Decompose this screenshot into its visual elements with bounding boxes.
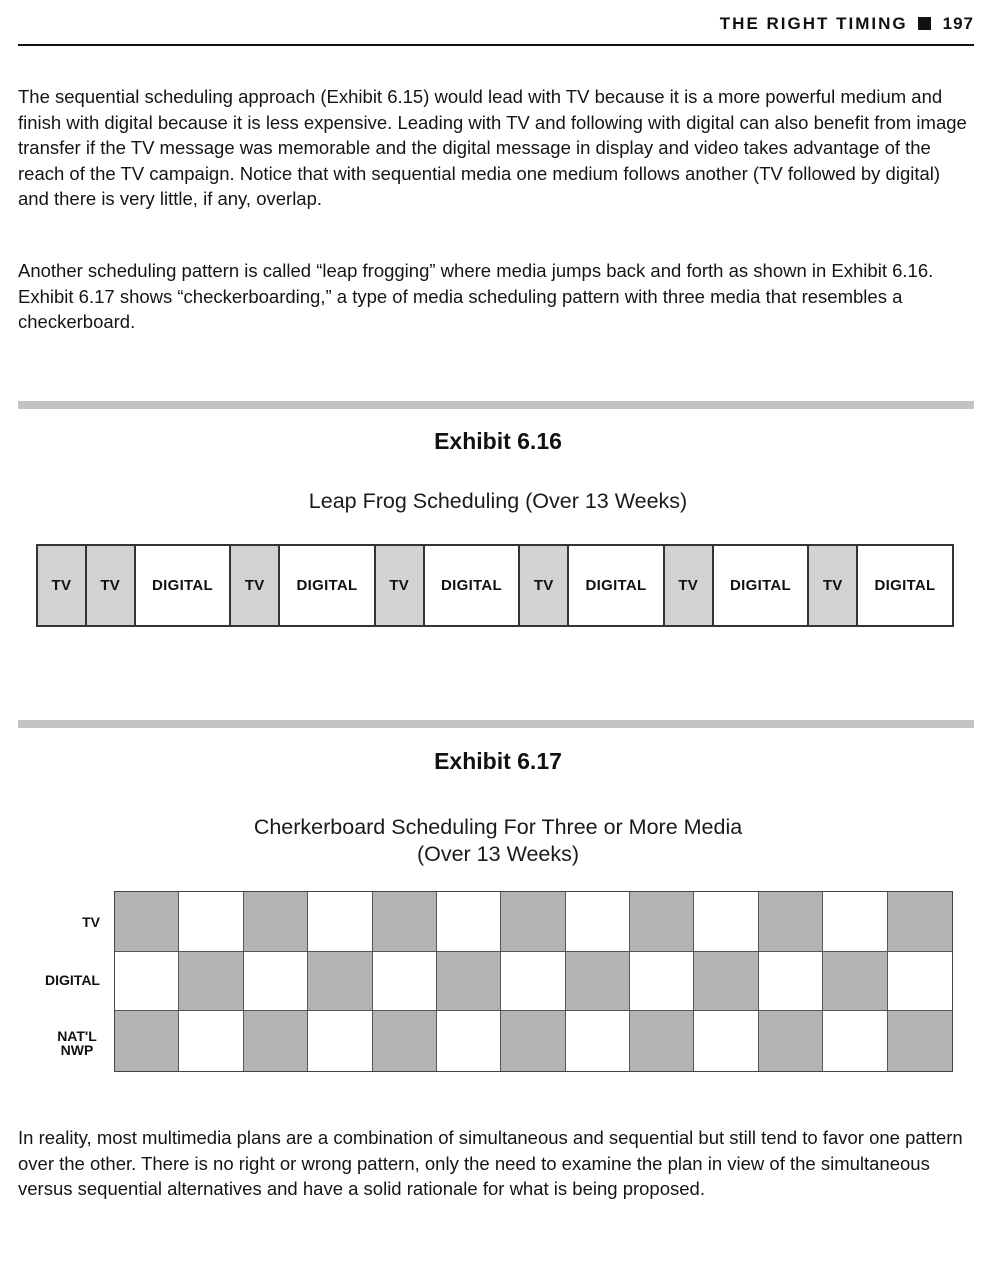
leapfrog-cell-digital: DIGITAL — [714, 546, 810, 625]
exhibit-divider — [18, 401, 974, 409]
leapfrog-cell-tv: TV — [231, 546, 280, 625]
exhibit-16-title: Exhibit 6.16 — [434, 428, 562, 454]
checkerboard-cell-inactive — [566, 892, 630, 952]
exhibit-17-title: Exhibit 6.17 — [434, 748, 562, 774]
checkerboard-grid — [114, 891, 953, 1072]
checkerboard-cell-inactive — [115, 952, 179, 1012]
checkerboard-cell-active — [115, 892, 179, 952]
checkerboard-cell-active — [115, 1011, 179, 1071]
page-number: 197 — [942, 14, 974, 33]
leapfrog-cell-digital: DIGITAL — [136, 546, 232, 625]
checkerboard-cell-inactive — [373, 952, 437, 1012]
leapfrog-schedule-bar — [36, 544, 954, 627]
square-bullet-icon — [918, 17, 931, 30]
checkerboard-cell-active — [373, 1011, 437, 1071]
checkerboard-cell-inactive — [244, 952, 308, 1012]
leapfrog-cell-tv: TV — [376, 546, 425, 625]
exhibit-17-subtitle-line2: (Over 13 Weeks) — [416, 842, 580, 866]
checkerboard-cell-active — [244, 1011, 308, 1071]
checkerboard-cell-active — [244, 892, 308, 952]
leapfrog-cell-digital: DIGITAL — [858, 546, 954, 625]
leapfrog-cell-tv: TV — [87, 546, 136, 625]
running-head-title: THE RIGHT TIMING — [719, 14, 908, 33]
checkerboard-cell-inactive — [759, 952, 823, 1012]
checkerboard-cell-inactive — [694, 892, 758, 952]
checkerboard-cell-inactive — [179, 1011, 243, 1071]
checkerboard-cell-inactive — [308, 1011, 372, 1071]
checkerboard-cell-inactive — [823, 892, 887, 952]
checkerboard-cell-active — [694, 952, 758, 1012]
leapfrog-cell-digital: DIGITAL — [425, 546, 521, 625]
checkerboard-cell-active — [501, 892, 565, 952]
row-label-digital: DIGITAL — [45, 972, 100, 988]
exhibit-16-subtitle: Leap Frog Scheduling (Over 13 Weeks) — [308, 489, 688, 513]
checkerboard-cell-inactive — [694, 1011, 758, 1071]
checkerboard-cell-inactive — [823, 1011, 887, 1071]
checkerboard-cell-active — [437, 952, 501, 1012]
leapfrog-cell-tv: TV — [38, 546, 87, 625]
leapfrog-cell-tv: TV — [809, 546, 858, 625]
leapfrog-cell-tv: TV — [665, 546, 714, 625]
checkerboard-cell-active — [759, 892, 823, 952]
exhibit-17-subtitle-line1: Cherkerboard Scheduling For Three or More Media — [253, 815, 743, 839]
paragraph-conclusion: In reality, most multimedia plans are a combination of simultaneous and sequential but still tend to favor one pattern over the other. There is no right or wrong pattern, only the need to examine the plan in view of the simultaneous versus sequential alternatives and have a solid rationale for what is being proposed. — [18, 1127, 963, 1199]
checkerboard-cell-inactive — [437, 892, 501, 952]
checkerboard-cell-inactive — [179, 892, 243, 952]
checkerboard-cell-active — [759, 1011, 823, 1071]
exhibit-17-subtitle — [0, 814, 996, 868]
checkerboard-cell-active — [179, 952, 243, 1012]
leapfrog-cell-tv: TV — [520, 546, 569, 625]
checkerboard-cell-active — [308, 952, 372, 1012]
checkerboard-cell-inactive — [308, 892, 372, 952]
row-label-tv: TV — [82, 914, 100, 930]
checkerboard-cell-inactive — [501, 952, 565, 1012]
running-head — [18, 14, 974, 46]
checkerboard-cell-inactive — [566, 1011, 630, 1071]
row-label-natl-nwp: NAT'L NWP — [57, 1028, 97, 1058]
checkerboard-cell-active — [630, 1011, 694, 1071]
checkerboard-cell-inactive — [437, 1011, 501, 1071]
checkerboard-cell-active — [888, 1011, 952, 1071]
leapfrog-cell-digital: DIGITAL — [280, 546, 376, 625]
checkerboard-cell-active — [566, 952, 630, 1012]
checkerboard-cell-active — [888, 892, 952, 952]
checkerboard-cell-active — [630, 892, 694, 952]
checkerboard-cell-active — [501, 1011, 565, 1071]
checkerboard-cell-active — [823, 952, 887, 1012]
exhibit-divider — [18, 720, 974, 728]
checkerboard-cell-inactive — [888, 952, 952, 1012]
leapfrog-cell-digital: DIGITAL — [569, 546, 665, 625]
paragraph-leapfrog: Another scheduling pattern is called “leap frogging” where media jumps back and forth as shown in Exhibit 6.16. Exhibit 6.17 shows “checkerboarding,” a type of media scheduling pattern with three media that resembles a checkerboard. — [18, 260, 934, 332]
checkerboard-cell-active — [373, 892, 437, 952]
checkerboard-cell-inactive — [630, 952, 694, 1012]
paragraph-sequential: The sequential scheduling approach (Exhibit 6.15) would lead with TV because it is a more powerful medium and finish with digital because it is less expensive. Leading with TV and following with digital can also benefit from image transfer if the TV message was memorable and the digital message in display and video takes advantage of the reach of the TV campaign. Notice that with sequential media one medium follows another (TV followed by digital) and there is very little, if any, overlap. — [18, 86, 967, 209]
